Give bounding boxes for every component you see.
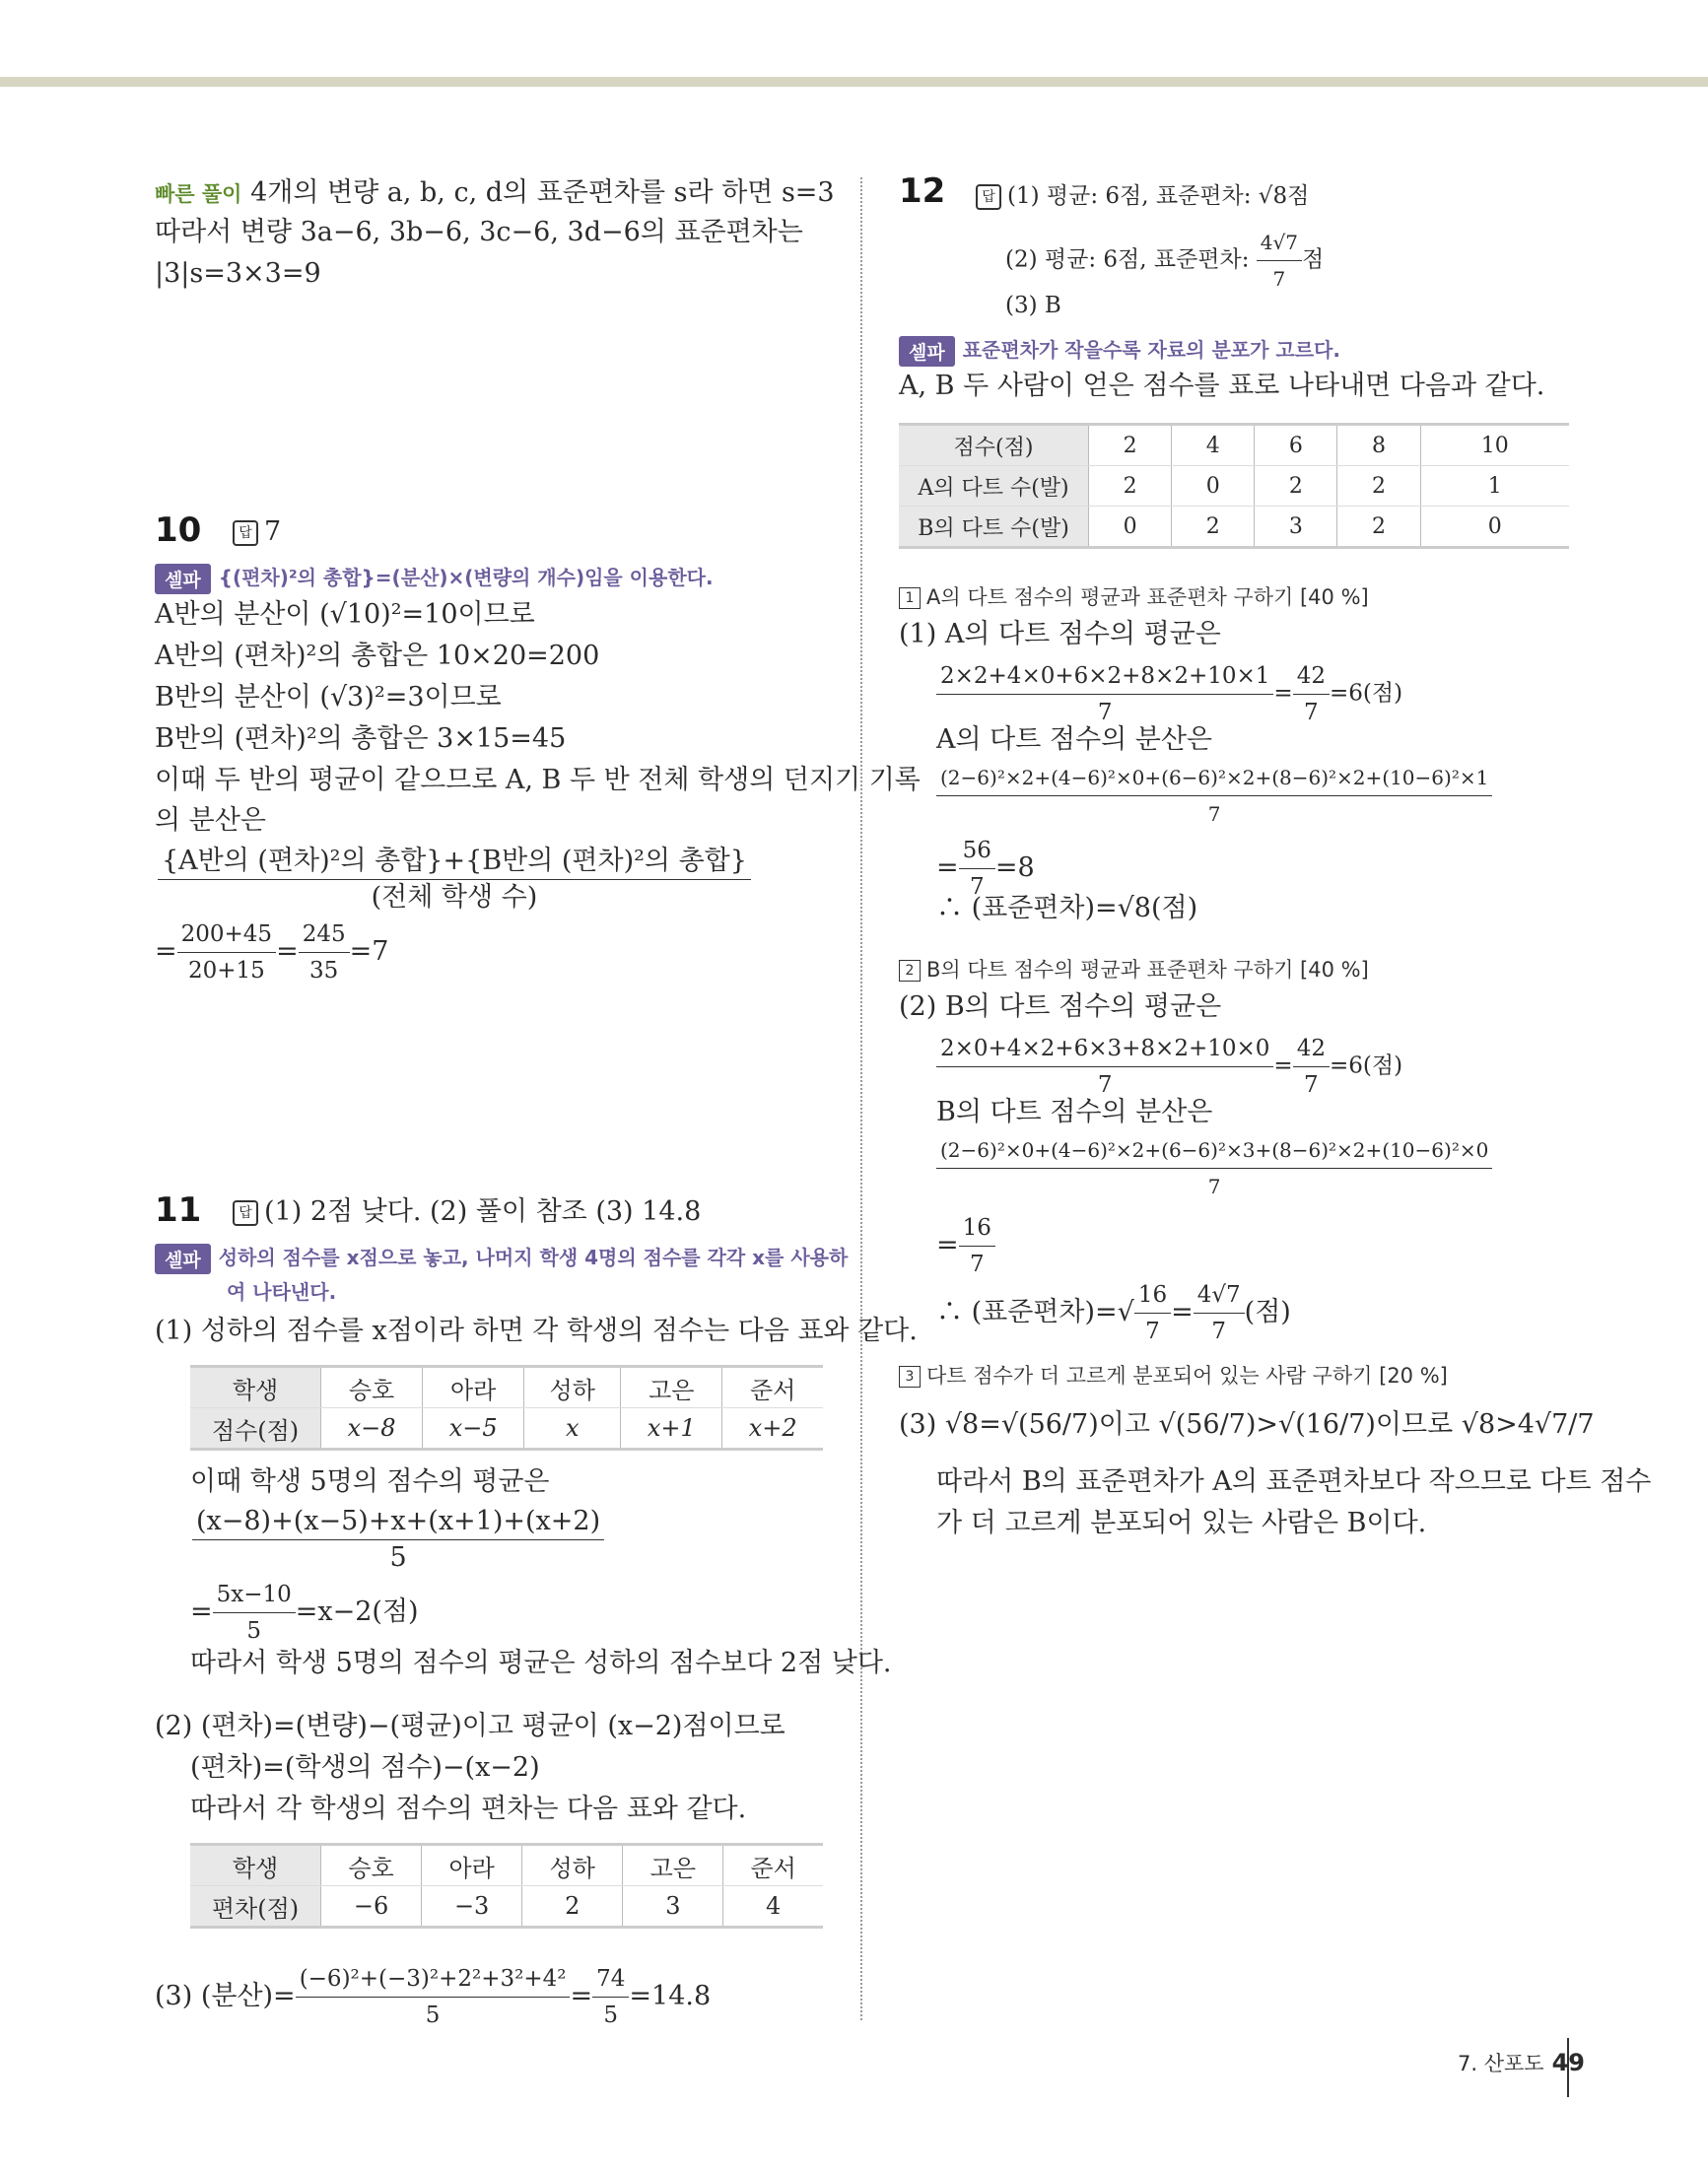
q11-var-res: =14.8 xyxy=(629,1981,712,2011)
q10-calc-b-den: 35 xyxy=(309,958,339,984)
question-number-12: 12 xyxy=(899,171,946,211)
q11-hint xyxy=(155,1242,848,1274)
q11-mean-fraction xyxy=(192,1504,604,1576)
q11-mean2-res: =x−2(점) xyxy=(295,1596,419,1627)
q12-intro: A, B 두 사람이 얻은 점수를 표로 나타내면 다음과 같다. xyxy=(899,371,1545,401)
frac-den: 7 xyxy=(1207,802,1221,826)
frac-num: (2−6)²×0+(4−6)²×2+(6−6)²×3+(8−6)²×2+(10−6)²×0 xyxy=(936,1132,1492,1169)
q11-deviation-table xyxy=(190,1843,823,1929)
q11-p4: (2) (편차)=(변량)−(평균)이고 평균이 (x−2)점이므로 xyxy=(155,1711,786,1741)
q11-p3: 따라서 학생 5명의 점수의 평균은 성하의 점수보다 2점 낮다. xyxy=(190,1648,892,1678)
table-cell: x xyxy=(524,1408,621,1450)
frac-num: 56 xyxy=(959,833,995,869)
q11-p1: (1) 성하의 점수를 x점이라 하면 각 학생의 점수는 다음 표와 같다. xyxy=(155,1316,918,1346)
q11-p5: (편차)=(학생의 점수)−(x−2) xyxy=(190,1752,540,1783)
q11-score-table xyxy=(190,1365,823,1451)
table-cell: 3 xyxy=(1255,507,1337,548)
table-cell: 성하 xyxy=(524,1367,621,1408)
q12-s2-var2: = $\frac{16}{7}$ xyxy=(936,1210,995,1282)
quick-solution-label: 빠른 풀이 xyxy=(155,182,242,206)
q12-s2-sd-post: (점) xyxy=(1244,1297,1291,1327)
frac-num: 16 xyxy=(959,1210,995,1247)
q11-hint-2: 여 나타낸다. xyxy=(227,1280,337,1304)
table-cell: 2 xyxy=(1089,466,1172,507)
q12-s1-var xyxy=(936,760,1492,832)
q12-s3-c2: 가 더 고르게 분포되어 있는 사람은 B이다. xyxy=(936,1508,1427,1538)
frac-den: 7 xyxy=(1097,1072,1113,1098)
table-cell: x+1 xyxy=(621,1408,722,1450)
q12-hint xyxy=(899,334,1340,367)
q10-hint-text: {(편차)²의 총합}=(분산)×(변량의 개수)임을 이용한다. xyxy=(218,566,714,589)
q10-calc-b-num: 245 xyxy=(299,917,350,953)
table-cell: 아라 xyxy=(423,1367,524,1408)
q11-mean2-den: 5 xyxy=(246,1618,262,1644)
q11-mean-num: (x−8)+(x−5)+x+(x+1)+(x+2) xyxy=(192,1504,604,1540)
hint-badge: 셀파 xyxy=(155,1244,211,1274)
q12-s2-mean-res: =6(점) xyxy=(1329,1053,1403,1079)
table-cell: 2 xyxy=(522,1886,623,1928)
frac-den: 7 xyxy=(1304,700,1319,725)
q12-step-3 xyxy=(899,1360,1448,1390)
q12-step-1 xyxy=(899,581,1369,611)
table-cell: 학생 xyxy=(190,1845,321,1886)
table-cell: 0 xyxy=(1172,466,1255,507)
q10-line-3: B반의 분산이 (√3)²=3이므로 xyxy=(155,682,502,713)
q10-calc-a-den: 20+15 xyxy=(187,958,265,984)
frac-den: 7 xyxy=(1097,700,1113,725)
table-cell: 승호 xyxy=(321,1845,422,1886)
answer-icon: 답 xyxy=(233,1200,258,1226)
q10-fraction xyxy=(158,844,751,916)
table-cell: 0 xyxy=(1420,507,1569,548)
table-cell: 아라 xyxy=(422,1845,522,1886)
frac-den: 7 xyxy=(1304,1072,1319,1098)
q10-line-2: A반의 (편차)²의 총합은 10×20=200 xyxy=(155,641,600,671)
q11-var2-den: 5 xyxy=(603,2003,619,2028)
top-bar xyxy=(0,77,1708,87)
table-cell: −3 xyxy=(422,1886,522,1928)
table-cell: 고은 xyxy=(621,1367,722,1408)
table-cell: 8 xyxy=(1337,425,1420,466)
frac-den: 7 xyxy=(1145,1319,1160,1344)
table-cell: 점수(점) xyxy=(899,425,1089,466)
table-cell: 4 xyxy=(723,1886,823,1928)
table-cell: 6 xyxy=(1255,425,1337,466)
page-number: 49 xyxy=(1551,2049,1585,2076)
q12-hint-text: 표준편차가 작을수록 자료의 분포가 고르다. xyxy=(962,338,1340,362)
hint-badge: 셀파 xyxy=(899,336,955,367)
table-cell: 점수(점) xyxy=(190,1408,321,1450)
q11-p2: 이때 학생 5명의 점수의 평균은 xyxy=(190,1466,550,1497)
table-cell: 준서 xyxy=(723,1845,823,1886)
q12-answer-2 xyxy=(1005,225,1324,297)
q10-answer xyxy=(233,514,281,550)
q12-s3-c1: 따라서 B의 표준편차가 A의 표준편차보다 작으므로 다트 점수 xyxy=(936,1466,1652,1497)
q12-answer-1 xyxy=(976,178,1309,214)
q10-frac-num: {A반의 (편차)²의 총합}+{B반의 (편차)²의 총합} xyxy=(158,844,751,880)
q10-calc-a-num: 200+45 xyxy=(177,917,276,953)
q10-frac-den: (전체 학생 수) xyxy=(371,882,538,913)
q11-p6: 따라서 각 학생의 점수의 편차는 다음 표와 같다. xyxy=(190,1794,747,1824)
table-cell: 승호 xyxy=(321,1367,423,1408)
frac-den: 7 xyxy=(969,1252,985,1277)
table-cell: A의 다트 수(발) xyxy=(899,466,1089,507)
q11-var2-num: 74 xyxy=(592,1961,629,1998)
chapter-label: 7. 산포도 xyxy=(1458,2052,1544,2075)
q12-s1-a: (1) A의 다트 점수의 평균은 xyxy=(899,619,1221,649)
frac-den: 7 xyxy=(969,874,985,900)
quick-solution-line3: |3|s=3×3=9 xyxy=(155,258,321,289)
table-cell: 2 xyxy=(1255,466,1337,507)
q12-s1-mean: $\frac{2\times 2+4\times 0+6\times 2+8\times 2+10\times 1}{7}$ = $\frac{42}{7}$ =6(점) xyxy=(936,658,1402,730)
frac-num: 16 xyxy=(1134,1277,1171,1314)
q12-s3-line: (3) √8=√(56/7)이고 √(56/7)>√(16/7)이므로 √8>4√7/7 xyxy=(899,1409,1595,1440)
table-cell: 3 xyxy=(623,1886,723,1928)
question-number-11: 11 xyxy=(155,1190,202,1230)
q12-ans2-pre: (2) 평균: 6점, 표준편차: xyxy=(1005,246,1250,273)
q12-s2-sd: ∴ (표준편차)=√ $\frac{16}{7}$ = $\frac{4√7}{7}$ (점) xyxy=(936,1277,1291,1349)
q10-calc-result: =7 xyxy=(349,936,389,967)
table-cell: 성하 xyxy=(522,1845,623,1886)
q11-var-num: (−6)²+(−3)²+2²+3²+4² xyxy=(296,1961,571,1998)
q11-answer xyxy=(233,1194,701,1230)
q11-mean-den: 5 xyxy=(389,1542,407,1573)
frac-num: (2−6)²×2+(4−6)²×0+(6−6)²×2+(8−6)²×2+(10−6)²×1 xyxy=(936,760,1492,796)
table-cell: 2 xyxy=(1089,425,1172,466)
step-number: 1 xyxy=(899,587,921,609)
q12-ans1-text: (1) 평균: 6점, 표준편차: √8점 xyxy=(1007,183,1310,209)
q11-variance-label: (3) (분산)= xyxy=(155,1981,296,2011)
question-number-10: 10 xyxy=(155,510,202,550)
q10-line-4: B반의 (편차)²의 총합은 3×15=45 xyxy=(155,723,567,754)
q10-hint xyxy=(155,562,714,594)
q11-var-den: 5 xyxy=(425,2003,441,2028)
table-cell: 4 xyxy=(1172,425,1255,466)
q12-s1-mean-res: =6(점) xyxy=(1329,680,1403,707)
q11-hint-text: 성하의 점수를 x점으로 놓고, 나머지 학생 4명의 점수를 각각 x를 사용하 xyxy=(218,1246,849,1269)
frac-num: 4√7 xyxy=(1194,1277,1245,1314)
frac-num: 42 xyxy=(1293,1031,1330,1067)
q10-answer-value: 7 xyxy=(264,516,282,547)
quick-solution-line2: 따라서 변량 3a−6, 3b−6, 3c−6, 3d−6의 표준편차는 xyxy=(155,217,803,247)
q12-s1-var2: = $\frac{56}{7}$ =8 xyxy=(936,833,1035,905)
table-cell: B의 다트 수(발) xyxy=(899,507,1089,548)
table-cell: 0 xyxy=(1089,507,1172,548)
table-cell: 고은 xyxy=(623,1845,723,1886)
column-divider xyxy=(860,177,862,2020)
q11-mean2: = $\frac{5x-10}{5}$ =x−2(점) xyxy=(190,1577,419,1649)
frac-den: 7 xyxy=(1211,1319,1226,1344)
q11-answer-value: (1) 2점 낮다. (2) 풀이 참조 (3) 14.8 xyxy=(264,1196,702,1227)
q12-s1-var2-res: =8 xyxy=(994,852,1035,883)
table-cell: x+2 xyxy=(722,1408,823,1450)
table-cell: 2 xyxy=(1337,466,1420,507)
q12-step2-text: B의 다트 점수의 평균과 표준편차 구하기 [40 %] xyxy=(926,958,1369,982)
quick-solution-line1 xyxy=(155,175,835,212)
q12-step-2 xyxy=(899,954,1369,984)
q11-mean2-num: 5x−10 xyxy=(213,1577,296,1613)
table-cell: x−8 xyxy=(321,1408,423,1450)
q12-ans2-post: 점 xyxy=(1302,246,1325,273)
table-cell: −6 xyxy=(321,1886,422,1928)
hint-badge: 셀파 xyxy=(155,564,211,594)
q10-line-5: 이때 두 반의 평균이 같으므로 A, B 두 반 전체 학생의 던지기 기록 xyxy=(155,765,921,795)
q12-ans2-num: 4√7 xyxy=(1257,225,1302,261)
q12-step3-text: 다트 점수가 더 고르게 분포되어 있는 사람 구하기 [20 %] xyxy=(926,1364,1448,1388)
table-cell: 2 xyxy=(1337,507,1420,548)
step-number: 3 xyxy=(899,1366,921,1388)
quick-text-1: 4개의 변량 a, b, c, d의 표준편차를 s라 하면 s=3 xyxy=(250,177,835,208)
q10-line-6: 의 분산은 xyxy=(155,805,266,836)
answer-icon: 답 xyxy=(976,184,1001,210)
page-footer xyxy=(1458,2048,1585,2077)
table-cell: x−5 xyxy=(423,1408,524,1450)
q12-answer-3: (3) B xyxy=(1005,293,1061,318)
frac-num: 42 xyxy=(1293,658,1330,695)
table-cell: 2 xyxy=(1172,507,1255,548)
q12-step1-text: A의 다트 점수의 평균과 표준편차 구하기 [40 %] xyxy=(926,585,1369,609)
q12-s2-sd-pre: ∴ (표준편차)=√ xyxy=(936,1297,1134,1327)
q12-s2-a: (2) B의 다트 점수의 평균은 xyxy=(899,991,1222,1022)
answer-icon: 답 xyxy=(233,520,258,546)
q12-s2-mean: $\frac{2\times 0+4\times 2+6\times 3+8\times 2+10\times 0}{7}$ = $\frac{42}{7}$ =6(점) xyxy=(936,1031,1402,1103)
q12-s2-b: B의 다트 점수의 분산은 xyxy=(936,1097,1213,1127)
q10-line-1: A반의 분산이 (√10)²=10이므로 xyxy=(155,599,535,630)
table-cell: 1 xyxy=(1420,466,1569,507)
frac-num: 2×2+4×0+6×2+8×2+10×1 xyxy=(936,658,1273,695)
q11-variance: (3) (분산)= $\frac{\text{(−6)²+(−3)²+2²+3²+4²}}{5}$ = $\frac{74}{5}$ =14.8 xyxy=(155,1961,711,2033)
q12-s2-var xyxy=(936,1132,1492,1204)
table-cell: 준서 xyxy=(722,1367,823,1408)
q12-ans2-den: 7 xyxy=(1272,267,1286,291)
step-number: 2 xyxy=(899,960,921,982)
table-cell: 10 xyxy=(1420,425,1569,466)
q12-s1-sd: ∴ (표준편차)=√8(점) xyxy=(936,893,1198,923)
frac-den: 7 xyxy=(1207,1175,1221,1198)
table-cell: 편차(점) xyxy=(190,1886,321,1928)
q12-dart-table xyxy=(899,423,1569,549)
q12-s1-b: A의 다트 점수의 분산은 xyxy=(936,724,1212,755)
q10-calc: = $\frac{200+45}{20+15}$ = $\frac{245}{35}$ =7 xyxy=(155,917,388,988)
frac-num: 2×0+4×2+6×3+8×2+10×0 xyxy=(936,1031,1273,1067)
table-cell: 학생 xyxy=(190,1367,321,1408)
